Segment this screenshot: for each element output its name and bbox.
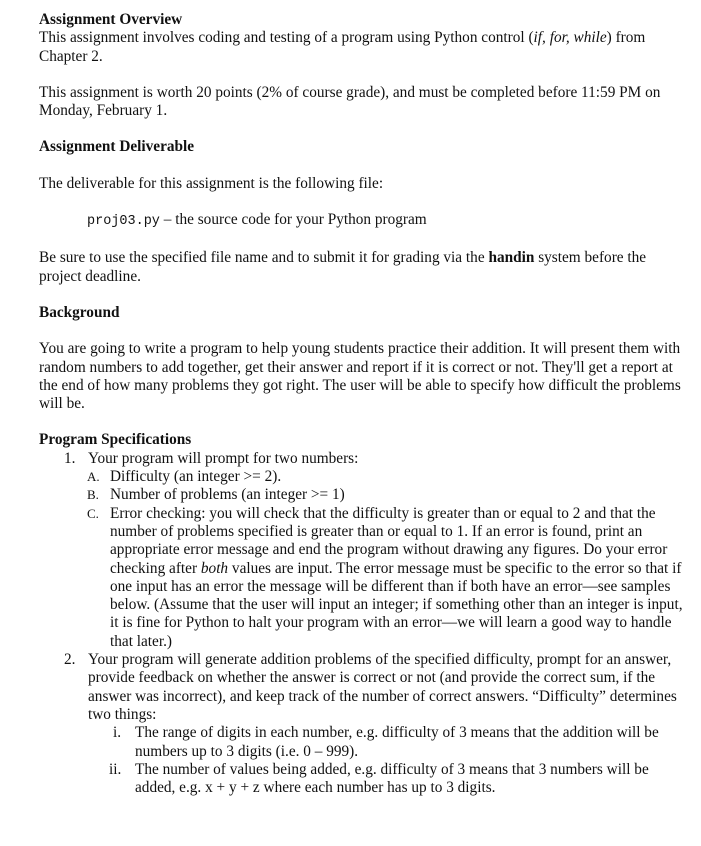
assignment-document bbox=[39, 11, 691, 797]
spec-sub-c-text: Error checking: you will check that the difficulty is greater than or equal to 2 and that the number of problems specified is greater than or equal to 1. If an error is found, print an appropriate error message and end the program without drawing any figures. Do your error checking after both values are input. The error message must be specific to the error so that if one input has an error the message will be different than if both have an error—see samples below. (Assume that the user will input an integer; if something other than an integer is input, it is fine for Python to halt your program with an error—we will learn a good way to handle that later.) bbox=[110, 504, 683, 650]
handin-term: handin bbox=[488, 249, 535, 267]
spec-item-1-marker: 1. bbox=[64, 449, 76, 467]
spec-sub-b bbox=[39, 486, 691, 504]
overview-worth: This assignment is worth 20 points (2% of course grade), and must be completed before 11:59 PM on Monday, February 1. bbox=[39, 83, 661, 120]
deliverable-intro: The deliverable for this assignment is the following file: bbox=[39, 174, 384, 192]
background-text: You are going to write a program to help young students practice their addition. It will present them with random numbers to add together, get their answer and report if it is correct or not. They'll get a report at the end of how many problems they got right. The user will be able to specify how difficult the problems will be. bbox=[39, 340, 681, 413]
spec-sub-i-text: The range of digits in each number, e.g. difficulty of 3 means that the addition will be numbers up to 3 digits (i.e. 0 – 999). bbox=[135, 724, 659, 760]
deliverable-heading: Assignment Deliverable bbox=[39, 138, 195, 156]
spec-sub-i bbox=[39, 724, 691, 761]
spec-item-1 bbox=[39, 450, 691, 468]
spec-sub-ii-marker: ii. bbox=[109, 760, 122, 778]
spec-item-2 bbox=[39, 651, 691, 724]
keyword-while: while bbox=[573, 29, 607, 47]
spec-sub-c-marker: C. bbox=[87, 505, 99, 521]
specs-heading: Program Specifications bbox=[39, 431, 192, 449]
spec-sub-ii bbox=[39, 761, 691, 798]
keyword-if: if, bbox=[533, 29, 546, 47]
spec-sub-ii-text: The number of values being added, e.g. difficulty of 3 means that 3 numbers will be added, e.g. x + y + z where each number has up to 3 digits. bbox=[135, 760, 649, 797]
deliverable-filename: proj03.py bbox=[87, 214, 160, 230]
spec-sub-a-marker: A. bbox=[87, 469, 100, 485]
spec-sub-i-marker: i. bbox=[113, 724, 122, 742]
spec-sub-c bbox=[39, 505, 691, 651]
spec-item-2-marker: 2. bbox=[64, 651, 76, 669]
spec-sub-b-text: Number of problems (an integer >= 1) bbox=[110, 486, 345, 504]
overview-heading: Assignment Overview bbox=[39, 11, 183, 28]
spec-sub-b-marker: B. bbox=[87, 487, 99, 503]
spec-item-2-text: Your program will generate addition problems of the specified difficulty, prompt for an answer, provide feedback on whether the answer is correct or not (and provide the correct sum, if the answer was incorrect), and keep track of the number of correct answers. “Difficulty” determines two things: bbox=[88, 651, 677, 723]
deliverable-note: Be sure to use the specified file name and to submit it for grading via the handin system before the project deadline. bbox=[39, 249, 647, 285]
spec-sub-a bbox=[39, 468, 691, 486]
background-heading: Background bbox=[39, 303, 120, 321]
overview-intro: This assignment involves coding and testing of a program using Python control (if, for, while) from Chapter 2. bbox=[39, 29, 646, 65]
deliverable-file-line bbox=[39, 211, 691, 231]
spec-item-1-text: Your program will prompt for two numbers: bbox=[88, 449, 359, 467]
spec-sub-a-text: Difficulty (an integer >= 2). bbox=[110, 468, 282, 486]
keyword-for: for, bbox=[549, 29, 570, 47]
emphasis-both: both bbox=[200, 559, 229, 577]
deliverable-file-desc: – the source code for your Python program bbox=[159, 211, 427, 229]
